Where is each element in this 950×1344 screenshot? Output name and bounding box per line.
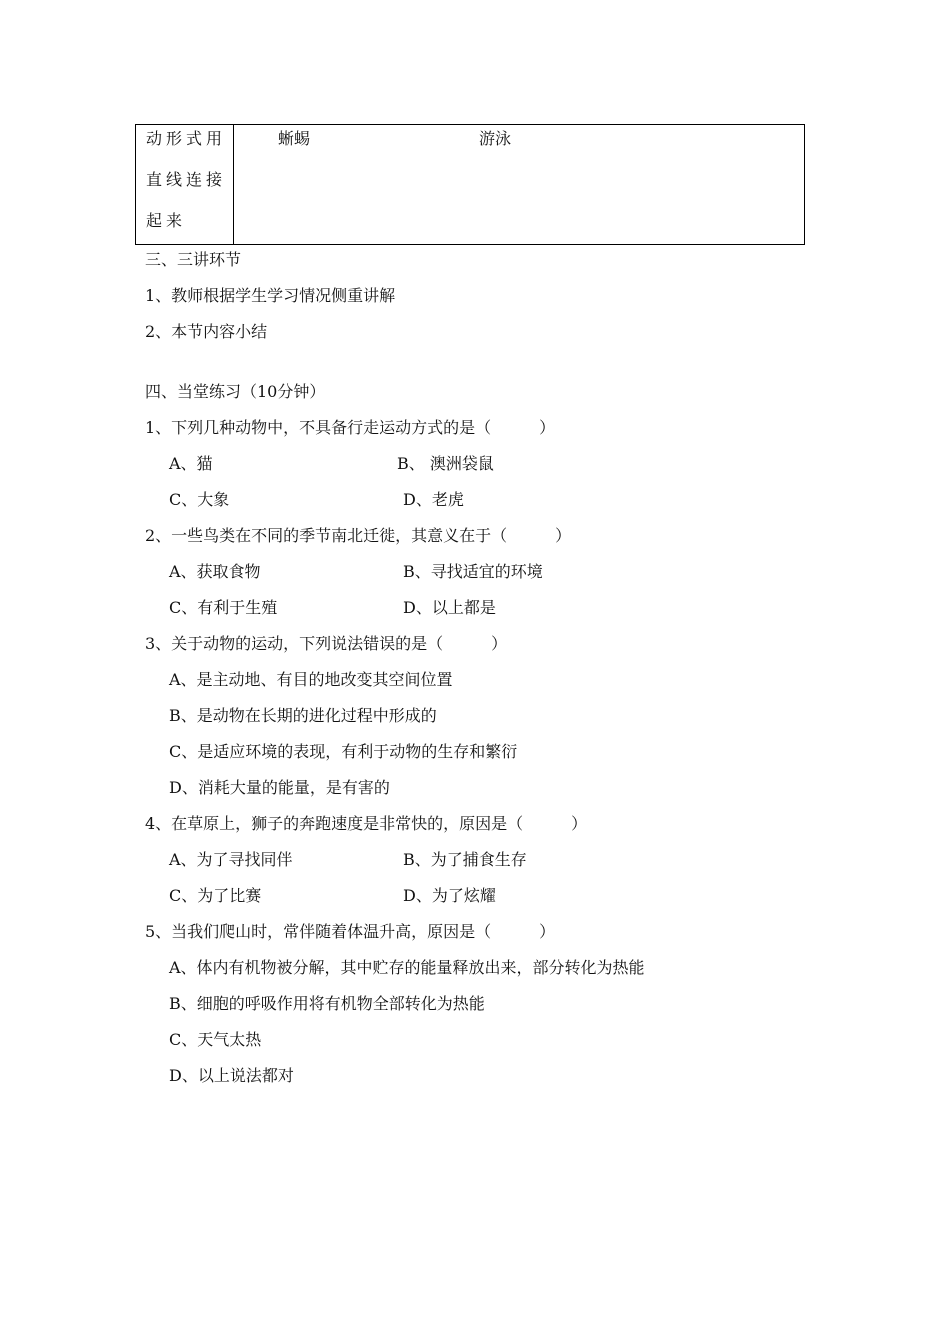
- question-stem: 4、在草原上，狮子的奔跑速度是非常快的，原因是（ ）: [145, 814, 588, 833]
- question-stem: 2、一些鸟类在不同的季节南北迁徙，其意义在于（ ）: [145, 526, 572, 545]
- option: C、大象: [169, 490, 230, 509]
- section-heading: 四、当堂练习（10分钟）: [145, 382, 326, 401]
- instruction-line: 动形式用: [146, 129, 227, 148]
- animal-label: 蜥蜴: [278, 129, 311, 148]
- option: B、寻找适宜的环境: [403, 562, 543, 581]
- question-stem: 3、关于动物的运动，下列说法错误的是（ ）: [145, 634, 508, 653]
- question-stem: 1、下列几种动物中，不具备行走运动方式的是（ ）: [145, 418, 556, 437]
- option: B、为了捕食生存: [403, 850, 527, 869]
- instruction-cell: [146, 129, 230, 252]
- option: C、有利于生殖: [169, 598, 278, 617]
- instruction-line: 直线连接: [146, 170, 227, 189]
- option: B、细胞的呼吸作用将有机物全部转化为热能: [169, 994, 485, 1013]
- option: A、猫: [169, 454, 213, 473]
- option: D、老虎: [403, 490, 464, 509]
- option: A、体内有机物被分解，其中贮存的能量释放出来，部分转化为热能: [169, 958, 645, 977]
- matching-table: [135, 124, 805, 245]
- list-item: 2、本节内容小结: [145, 322, 268, 341]
- instruction-line: 起来: [146, 211, 187, 230]
- list-item: 1、教师根据学生学习情况侧重讲解: [145, 286, 396, 305]
- table-divider: [233, 125, 234, 244]
- option: D、以上说法都对: [169, 1066, 294, 1085]
- option: A、为了寻找同伴: [169, 850, 293, 869]
- option: D、以上都是: [403, 598, 496, 617]
- question-stem: 5、当我们爬山时，常伴随着体温升高，原因是（ ）: [145, 922, 556, 941]
- option: B、 澳洲袋鼠: [397, 454, 494, 473]
- section-heading: 三、三讲环节: [145, 250, 242, 269]
- option: B、是动物在长期的进化过程中形成的: [169, 706, 437, 725]
- option: D、消耗大量的能量，是有害的: [169, 778, 390, 797]
- option: A、是主动地、有目的地改变其空间位置: [169, 670, 453, 689]
- option: C、天气太热: [169, 1030, 262, 1049]
- option: C、是适应环境的表现，有利于动物的生存和繁衍: [169, 742, 518, 761]
- movement-label: 游泳: [479, 129, 512, 148]
- option: A、获取食物: [169, 562, 261, 581]
- option: D、为了炫耀: [403, 886, 496, 905]
- option: C、为了比赛: [169, 886, 262, 905]
